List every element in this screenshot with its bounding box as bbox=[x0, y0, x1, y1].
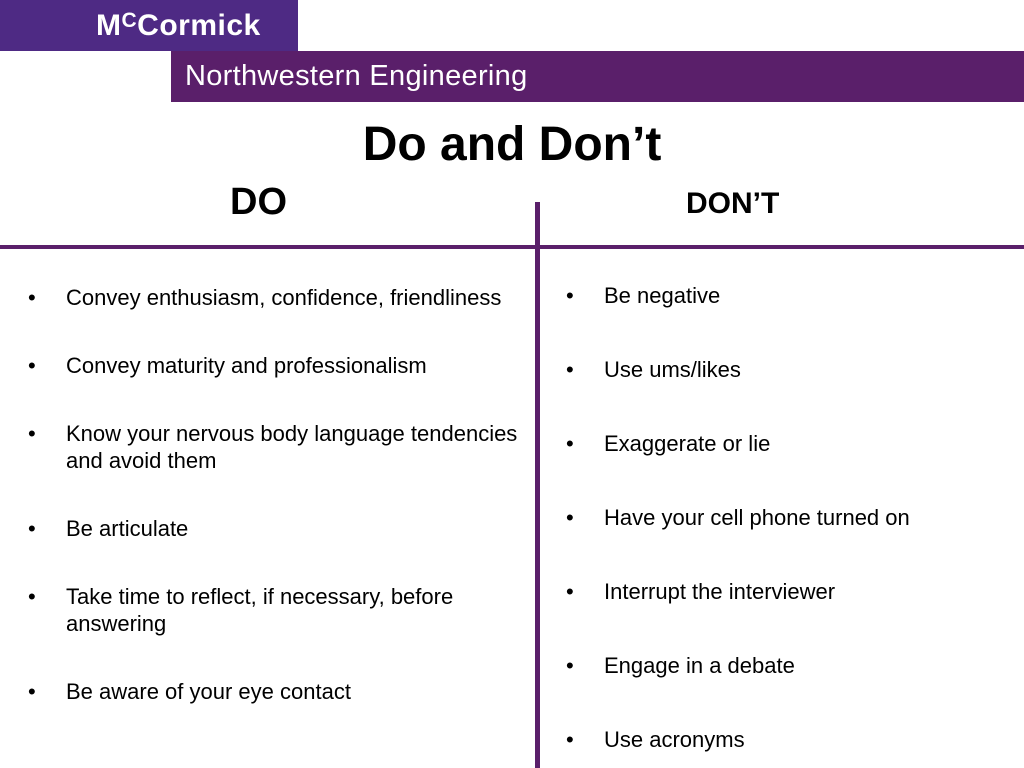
dont-heading: DON’T bbox=[686, 187, 780, 220]
logo-c: C bbox=[121, 9, 138, 32]
vertical-divider bbox=[535, 202, 540, 768]
list-item: • Take time to reflect, if necessary, before answering bbox=[28, 584, 454, 636]
bullet-icon: • bbox=[566, 579, 574, 604]
bullet-icon: • bbox=[566, 727, 574, 752]
horizontal-divider bbox=[0, 245, 1024, 249]
logo-rest: Cormick bbox=[137, 9, 261, 42]
bullet-icon: • bbox=[566, 505, 574, 530]
list-item: • Be articulate bbox=[28, 516, 189, 541]
bullet-icon: • bbox=[566, 431, 574, 456]
banner-text: Northwestern Engineering bbox=[185, 60, 528, 92]
list-item: • Be aware of your eye contact bbox=[28, 679, 351, 704]
mccormick-logo bbox=[96, 9, 261, 43]
do-list bbox=[28, 284, 526, 746]
list-item: • Convey maturity and professionalism bbox=[28, 353, 427, 378]
bullet-icon: • bbox=[28, 584, 36, 609]
bullet-icon: • bbox=[28, 285, 36, 310]
list-item: • Convey enthusiasm, confidence, friendliness bbox=[28, 285, 502, 310]
bullet-icon: • bbox=[28, 421, 36, 446]
do-heading: DO bbox=[230, 181, 287, 223]
northwestern-banner bbox=[171, 51, 1024, 102]
list-item: • Have your cell phone turned on bbox=[566, 505, 910, 530]
list-item: • Exaggerate or lie bbox=[566, 431, 771, 456]
list-item: • Interrupt the interviewer bbox=[566, 579, 836, 604]
bullet-icon: • bbox=[28, 353, 36, 378]
list-item: • Engage in a debate bbox=[566, 653, 795, 678]
logo-m: M bbox=[96, 9, 122, 42]
list-item: • Know your nervous body language tendencies and avoid them bbox=[28, 421, 518, 473]
list-item: • Use ums/likes bbox=[566, 357, 741, 382]
bullet-icon: • bbox=[566, 283, 574, 308]
bullet-icon: • bbox=[28, 679, 36, 704]
bullet-icon: • bbox=[28, 516, 36, 541]
dont-list bbox=[566, 282, 1014, 768]
mccormick-logo-box bbox=[0, 0, 298, 51]
bullet-icon: • bbox=[566, 653, 574, 678]
list-item: • Be negative bbox=[566, 283, 721, 308]
bullet-icon: • bbox=[566, 357, 574, 382]
slide-title: Do and Don’t bbox=[362, 118, 662, 171]
list-item: • Use acronyms bbox=[566, 727, 745, 752]
